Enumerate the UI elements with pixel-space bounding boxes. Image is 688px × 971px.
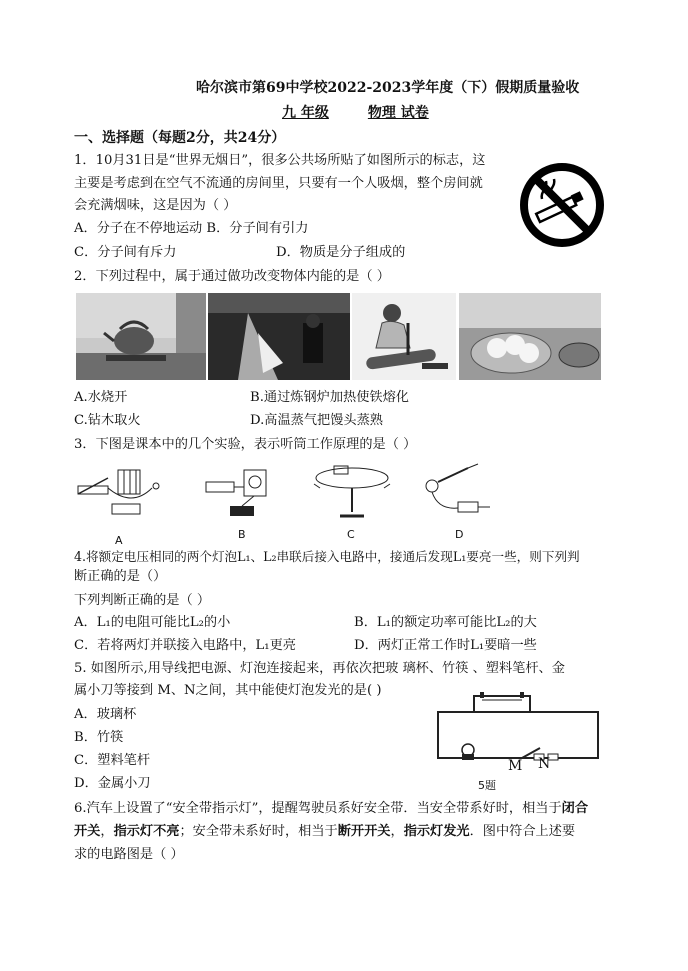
q4-option-c: C．若将两灯并联接入电路中，L₁更亮 bbox=[74, 638, 296, 653]
experiment-label-c: C bbox=[347, 528, 355, 541]
q2-stem: 2．下列过程中，属于通过做功改变物体内能的是（ ） bbox=[74, 269, 390, 284]
q5-option-a: A．玻璃杯 bbox=[74, 707, 137, 722]
q4-option-d: D．两灯正常工作时L₁要暗一些 bbox=[354, 638, 537, 653]
q6-line2-end: ．图中符合上述要 bbox=[469, 824, 576, 839]
q6-closed-switch: 闭合 bbox=[561, 801, 589, 816]
q6-switch: 开关 bbox=[74, 824, 101, 839]
q6-light-on: 指示灯发光 bbox=[403, 824, 470, 839]
section-title: 一、选择题（每题2分，共24分） bbox=[74, 130, 286, 146]
experiment-d-figure bbox=[418, 460, 498, 524]
q5-line1: 5. 如图所示,用导线把电源、灯泡连接起来，再依次把玻 璃杯、竹筷 、塑料笔杆、金 bbox=[74, 661, 565, 676]
q1-option-c: C．分子间有斥力 bbox=[74, 245, 177, 260]
experiment-b-figure bbox=[200, 460, 280, 524]
q3-stem: 3．下图是课本中的几个实验，表示听筒工作原理的是（ ） bbox=[74, 437, 417, 452]
q6-light-off: 指示灯不亮 bbox=[113, 824, 180, 839]
q6-line2 bbox=[74, 823, 575, 841]
q4-option-b: B．L₁的额定功率可能比L₂的大 bbox=[354, 615, 537, 630]
q5-label-m: M bbox=[508, 758, 523, 774]
q2-option-a: A.水烧开 bbox=[74, 390, 128, 405]
q5-label-n: N bbox=[538, 756, 551, 772]
q4-line1: 4.将额定电压相同的两个灯泡L₁、L₂串联后接入电路中，接通后发现L₁要亮一些，则下列判 bbox=[74, 549, 580, 564]
no-smoking-icon bbox=[520, 163, 604, 247]
experiment-c-figure bbox=[310, 460, 394, 524]
q5-figure-caption: 5题 bbox=[478, 779, 496, 792]
grade-subject bbox=[282, 104, 429, 122]
experiment-a-figure bbox=[72, 458, 164, 524]
q1-line3: 会充满烟味，这是因为（ ） bbox=[74, 198, 237, 213]
school-title: 哈尔滨市第69中学校2022-2023学年度（下）假期质量验收 bbox=[196, 80, 580, 96]
q5-line2: 属小刀等接到 M、N之间，其中能使灯泡发光的是( ) bbox=[74, 683, 382, 698]
q1-option-ab: A．分子在不停地运动 B．分子间有引力 bbox=[74, 221, 309, 236]
q5-option-c: C．塑料笔杆 bbox=[74, 753, 151, 768]
q6-line1-text: 6.汽车上设置了“安全带指示灯”，提醒驾驶员系好安全带．当安全带系好时，相当于 bbox=[74, 801, 562, 816]
photo-steel-furnace bbox=[208, 293, 350, 380]
q6-comma-1: ， bbox=[100, 824, 114, 839]
experiment-label-b: B bbox=[238, 528, 246, 541]
q1-line1: 1．10月31日是“世界无烟日”，很多公共场所贴了如图所示的标志，这 bbox=[74, 153, 486, 168]
q6-line3: 求的电路图是（ ） bbox=[74, 847, 184, 862]
q2-option-b: B.通过炼钢炉加热使铁熔化 bbox=[250, 390, 409, 405]
q2-option-d: D.高温蒸气把馒头蒸熟 bbox=[250, 413, 383, 428]
q6-line1 bbox=[74, 800, 588, 818]
grade-label: 九 年级 bbox=[282, 105, 329, 121]
photo-kettle-boiling bbox=[76, 293, 206, 380]
q2-option-c: C.钻木取火 bbox=[74, 413, 141, 428]
subject-label: 物理 试卷 bbox=[367, 105, 429, 121]
experiment-label-a: A bbox=[115, 534, 123, 547]
q6-line2-mid: ；安全带未系好时，相当于 bbox=[179, 824, 338, 839]
q6-comma-2: ， bbox=[390, 824, 404, 839]
photo-steamed-buns bbox=[459, 293, 601, 380]
q6-open-switch: 断开开关 bbox=[337, 824, 391, 839]
experiment-label-d: D bbox=[455, 528, 464, 541]
q5-option-b: B．竹筷 bbox=[74, 730, 124, 745]
q4-line2: 断正确的是（） bbox=[74, 569, 167, 584]
q5-option-d: D．金属小刀 bbox=[74, 776, 151, 791]
q1-line2: 主要是考虑到在空气不流通的房间里，只要有一个人吸烟，整个房间就 bbox=[74, 176, 483, 191]
q1-option-d: D．物质是分子组成的 bbox=[276, 245, 406, 260]
q4-line3: 下列判断正确的是（ ） bbox=[74, 593, 211, 608]
photo-drilling-wood-fire bbox=[352, 293, 456, 380]
q4-option-a: A．L₁的电阻可能比L₂的小 bbox=[74, 615, 231, 630]
